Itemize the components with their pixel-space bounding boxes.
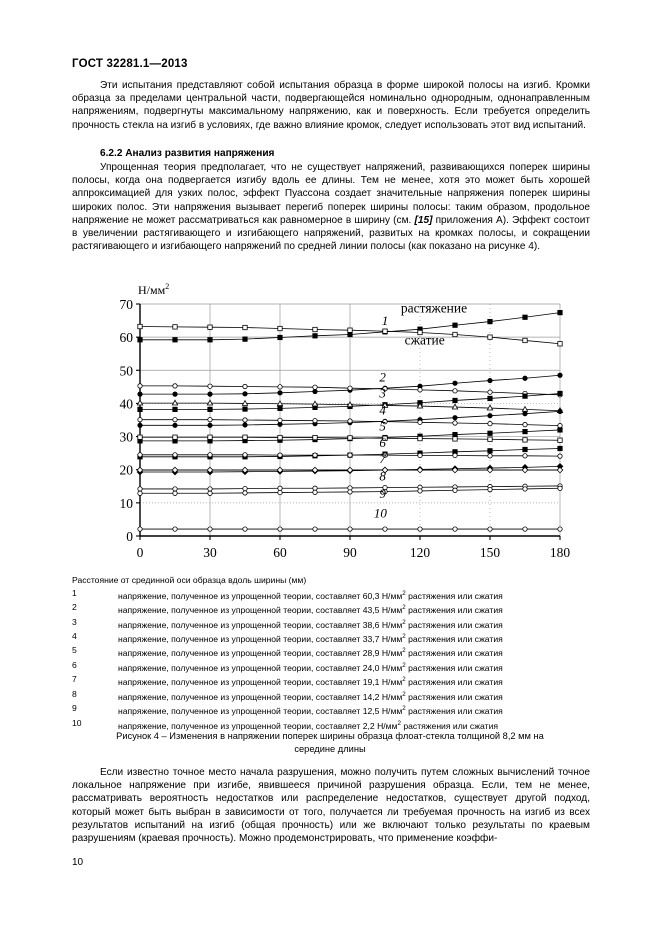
chart-data-point — [453, 432, 457, 436]
theory-text-before-reference: Упрощенная теория предполагает, что не существует напряжений, развивающихся поперек ширины полосы, когда она подвергается изгибу вдоль ее длины. Тем не менее, хотя это может быть хорошей аппроксимацией для узких полос, эффект Пуассона создает значительные напряжения поперек ширины широких полос. Эти напряжения вызывает перегиб поперек ширины полосы: таким образом, продольное напряжение не может рассматриваться как равномерное в ширину (см. — [72, 162, 590, 226]
chart-x-tick-label: 120 — [409, 545, 431, 560]
legend-row-text-tail: растяжения или сжатия — [405, 590, 503, 601]
legend-row-text-main: напряжение, полученное из упрощенной теории, составляет 38,6 Н/мм — [118, 619, 403, 630]
chart-data-point — [453, 332, 457, 336]
chart-series-label-1: 1 — [381, 313, 389, 329]
figure-4 — [72, 278, 590, 574]
chart-data-point — [383, 527, 387, 531]
legend-row-text-tail: растяжения или сжатия — [405, 619, 503, 630]
legend-row-text — [118, 660, 590, 674]
legend-row-number: 9 — [72, 703, 77, 714]
legend-row-text — [118, 674, 590, 688]
chart-data-point — [208, 435, 212, 439]
chart-data-point — [173, 392, 177, 396]
chart-data-point — [488, 390, 492, 394]
chart-series-label-4: 4 — [379, 402, 386, 418]
chart-data-point — [558, 454, 562, 458]
section-heading-block — [72, 147, 590, 160]
chart-data-point — [278, 326, 282, 330]
legend-row-unit-exponent: 2 — [402, 705, 406, 713]
legend-row-unit-exponent: 2 — [402, 604, 406, 612]
chart-data-point — [243, 384, 247, 388]
legend-row — [72, 645, 590, 659]
chart-data-point — [137, 400, 142, 405]
chart-data-point — [523, 412, 527, 416]
chart-data-point — [278, 335, 282, 339]
chart-data-point — [243, 486, 247, 490]
chart-data-point — [138, 491, 142, 495]
legend-row-number: 8 — [72, 688, 77, 699]
chart-data-point — [278, 453, 282, 457]
chart-data-point — [488, 487, 492, 491]
chart-data-point — [173, 491, 177, 495]
legend-row — [72, 631, 590, 645]
chart-data-point — [348, 490, 352, 494]
legend-row-text-tail: растяжения или сжатия — [405, 604, 503, 615]
chart-data-point — [173, 527, 177, 531]
legend-row-unit-exponent: 2 — [402, 661, 406, 669]
closing-paragraph — [72, 766, 590, 845]
chart-data-point — [348, 328, 352, 332]
legend-row-text-tail: растяжения или сжатия — [405, 691, 503, 702]
chart-series-label-7: 7 — [379, 451, 386, 467]
chart-data-point — [558, 409, 562, 413]
chart-data-point — [453, 421, 457, 425]
chart-data-point — [138, 453, 142, 457]
legend-row-text-tail: растяжения или сжатия — [405, 648, 503, 659]
chart-data-point — [488, 396, 492, 400]
legend-row-unit-exponent: 2 — [397, 719, 401, 727]
chart-data-point — [173, 338, 177, 342]
chart-series — [138, 453, 562, 459]
chart-annotation: сжатие — [404, 332, 445, 348]
legend-row — [72, 617, 590, 631]
legend-row-number: 6 — [72, 659, 77, 670]
chart-data-point — [208, 423, 212, 427]
chart-data-point — [243, 453, 247, 457]
chart-data-point — [138, 417, 142, 421]
legend-row-text — [118, 631, 590, 645]
chart-series-label-6: 6 — [379, 434, 386, 450]
chart-data-point — [453, 453, 457, 457]
chart-data-point — [243, 392, 247, 396]
chart-data-point — [138, 423, 142, 427]
chart-data-point — [558, 527, 562, 531]
chart-data-point — [523, 315, 527, 319]
chart-data-point — [488, 431, 492, 435]
chart-data-point — [348, 453, 352, 457]
chart-data-point — [138, 527, 142, 531]
chart-data-point — [488, 319, 492, 323]
chart-data-point — [278, 418, 282, 422]
chart-data-point — [208, 491, 212, 495]
chart-data-point — [523, 394, 527, 398]
legend-row-text-tail: растяжения или сжатия — [405, 633, 503, 644]
chart-data-point — [278, 435, 282, 439]
chart-x-tick-label: 30 — [203, 545, 217, 560]
legend-axis-caption: Расстояние от срединной оси образца вдоль ширины (мм) — [72, 575, 307, 585]
chart-data-point — [418, 489, 422, 493]
chart-annotation: растяжение — [400, 300, 468, 316]
y-axis-title-exponent: 2 — [165, 282, 170, 291]
legend-row — [72, 689, 590, 703]
chart-data-point — [313, 385, 317, 389]
chart-data-point — [208, 384, 212, 388]
chart-series-label-8: 8 — [379, 468, 386, 484]
chart-data-point — [488, 454, 492, 458]
chart-data-point — [523, 429, 527, 433]
chart-data-point — [138, 392, 142, 396]
chart-y-tick-label: 0 — [126, 529, 133, 544]
legend-row — [72, 660, 590, 674]
legend-row-unit-exponent: 2 — [402, 690, 406, 698]
legend-row-text-tail: растяжения или сжатия — [400, 720, 499, 731]
legend-row — [72, 602, 590, 616]
chart-data-point — [313, 490, 317, 494]
chart-data-point — [173, 417, 177, 421]
closing-paragraph-text: Если известно точное место начала разрушения, можно получить путем сложных вычислений точное локальное напряжение при изгибе, явившееся причиной разрушения образца. Если, тем не менее, рассматривать вероятность недостатков или распределение недостатков, существует другой подход, который может быть выбран в зависимости от того, получается ли требуемая прочность на изгиб из всех результатов испытаний на изгиб (общая прочность) или же включают только результаты по краевым разрушениям (краевая прочность). Можно продемонстрировать, что применение коэффи- — [72, 767, 590, 845]
chart-data-point — [558, 423, 562, 427]
chart-data-point — [243, 423, 247, 427]
chart-data-point — [313, 527, 317, 531]
chart-data-point — [557, 467, 563, 473]
theory-paragraph-text — [72, 161, 590, 253]
legend-row-text — [118, 645, 590, 659]
chart-data-point — [208, 407, 212, 411]
chart-series-label-2: 2 — [379, 369, 386, 385]
chart-data-point — [138, 407, 142, 411]
chart-data-point — [348, 527, 352, 531]
chart-data-point — [488, 335, 492, 339]
chart-data-point — [523, 376, 527, 380]
chart-data-point — [488, 449, 492, 453]
chart-data-point — [558, 373, 562, 377]
chart-series-label-3: 3 — [379, 385, 386, 401]
chart-data-point — [523, 422, 527, 426]
chart-x-tick-label: 90 — [343, 545, 357, 560]
chart-data-point — [138, 338, 142, 342]
chart-data-point — [243, 407, 247, 411]
chart-data-point — [208, 453, 212, 457]
chart-data-point — [243, 418, 247, 422]
legend-row-text-main: напряжение, полученное из упрощенной теории, составляет 14,2 Н/мм — [118, 691, 403, 702]
page-number: 10 — [72, 857, 84, 868]
chart-series-label-5: 5 — [379, 418, 386, 434]
chart-data-point — [453, 381, 457, 385]
chart-y-tick-label: 40 — [119, 396, 133, 412]
chart-data-point — [313, 327, 317, 331]
chart-data-point — [418, 436, 422, 440]
chart-data-point — [488, 413, 492, 417]
chart-data-point — [523, 454, 527, 458]
legend-row-number: 1 — [72, 587, 77, 598]
chart-data-point — [453, 398, 457, 402]
legend-row-text-main: напряжение, полученное из упрощенной теории, составляет 19,1 Н/мм — [118, 677, 403, 688]
chart-series-label-9: 9 — [379, 486, 386, 502]
chart-data-point — [453, 415, 457, 419]
chart-data-point — [173, 407, 177, 411]
chart-x-tick-label: 60 — [273, 545, 287, 560]
figure-legend — [72, 575, 590, 732]
legend-row-unit-exponent: 2 — [402, 632, 406, 640]
chart-data-point — [208, 527, 212, 531]
chart-data-point — [313, 389, 317, 393]
section-heading: 6.2.2 Анализ развития напряжения — [100, 148, 275, 159]
chart-data-point — [207, 400, 212, 405]
legend-row-unit-exponent: 2 — [402, 647, 406, 655]
figure-caption: Рисунок 4 – Изменения в напряжении поперек ширины образца флоат-стекла толщиной 8,2 мм на середине длины — [116, 731, 544, 754]
chart-data-point — [558, 446, 562, 450]
legend-row-number: 7 — [72, 674, 77, 685]
chart-x-tick-label: 150 — [479, 545, 501, 560]
legend-rows-container — [72, 588, 590, 733]
chart-y-tick-label: 10 — [119, 495, 133, 511]
legend-row — [72, 703, 590, 717]
legend-row-text — [118, 617, 590, 631]
chart-data-point — [173, 435, 177, 439]
chart-data-point — [453, 437, 457, 441]
chart-data-point — [488, 421, 492, 425]
chart-data-point — [558, 438, 562, 442]
chart-data-point — [208, 417, 212, 421]
chart-data-point — [278, 490, 282, 494]
chart-data-point — [313, 435, 317, 439]
legend-row-text — [118, 602, 590, 616]
chart-series — [138, 527, 562, 531]
chart-data-point — [313, 418, 317, 422]
chart-data-point — [173, 325, 177, 329]
bibliography-reference[interactable]: [15] — [414, 214, 433, 226]
intro-paragraph-text: Эти испытания представляют собой испытания образца в форме широкой полосы на изгиб. Кромки образца за пределами центральной части, подвергающейся номинально однородным, однонаправленным напряжениям, подвергнуты максимальному напряжению, как и поверхность. Если требуется определить прочность стекла на изгиб в условиях, где важно влияние кромок, следует использовать этот вид испытаний. — [72, 80, 590, 131]
chart-data-point — [488, 437, 492, 441]
legend-row-number: 4 — [72, 630, 77, 641]
chart-data-point — [243, 325, 247, 329]
chart-svg-canvas — [102, 296, 572, 574]
theory-paragraph — [72, 161, 590, 253]
chart-data-point — [558, 342, 562, 346]
legend-row-text-tail: растяжения или сжатия — [405, 662, 503, 673]
chart-data-point — [208, 487, 212, 491]
chart-data-point — [278, 527, 282, 531]
chart-data-point — [313, 453, 317, 457]
chart-data-point — [348, 386, 352, 390]
chart-data-point — [243, 435, 247, 439]
legend-row-text — [118, 689, 590, 703]
legend-row-text-main: напряжение, полученное из упрощенной теории, составляет 60,3 Н/мм — [118, 590, 403, 601]
chart-data-point — [487, 405, 492, 410]
document-header-standard-id: ГОСТ 32281.1—2013 — [72, 58, 188, 70]
chart-data-point — [418, 420, 422, 424]
chart-data-point — [278, 406, 282, 410]
legend-row-unit-exponent: 2 — [402, 618, 406, 626]
chart-data-point — [138, 324, 142, 328]
chart-x-tick-label: 0 — [136, 545, 144, 560]
chart-data-point — [138, 487, 142, 491]
chart-data-point — [172, 400, 177, 405]
chart-data-point — [558, 391, 562, 395]
chart-data-point — [558, 486, 562, 490]
chart-data-point — [173, 384, 177, 388]
chart-data-point — [138, 435, 142, 439]
chart-data-point — [242, 401, 247, 406]
chart-data-point — [278, 391, 282, 395]
chart-data-point — [488, 378, 492, 382]
chart-data-point — [138, 384, 142, 388]
chart-data-point — [418, 388, 422, 392]
legend-row-text-main: напряжение, полученное из упрощенной теории, составляет 33,7 Н/мм — [118, 633, 403, 644]
legend-row-unit-exponent: 2 — [402, 676, 406, 684]
chart-data-point — [453, 389, 457, 393]
legend-row-text-main: напряжение, полученное из упрощенной теории, составляет 2,2 Н/мм — [118, 720, 398, 731]
legend-row-text-main: напряжение, полученное из упрощенной теории, составляет 28,9 Н/мм — [118, 648, 403, 659]
chart-data-point — [418, 527, 422, 531]
chart-data-point — [243, 527, 247, 531]
intro-paragraph — [72, 79, 590, 132]
chart-y-tick-label: 60 — [119, 330, 133, 346]
chart-y-tick-label: 70 — [119, 297, 133, 312]
chart-data-point — [523, 438, 527, 442]
chart-data-point — [313, 334, 317, 338]
chart-data-point — [523, 487, 527, 491]
chart-data-point — [312, 401, 317, 406]
chart-data-point — [243, 337, 247, 341]
chart-y-tick-label: 30 — [119, 429, 133, 445]
chart-data-point — [383, 329, 387, 333]
legend-row-text-main: напряжение, полученное из упрощенной теории, составляет 43,5 Н/мм — [118, 604, 403, 615]
legend-row — [72, 588, 590, 602]
stress-distribution-chart — [102, 282, 572, 574]
chart-data-point — [173, 453, 177, 457]
legend-row-text-main: напряжение, полученное из упрощенной теории, составляет 24,0 Н/мм — [118, 662, 403, 673]
legend-row-number: 10 — [72, 717, 82, 728]
legend-row-text-tail: растяжения или сжатия — [405, 677, 503, 688]
chart-data-point — [523, 338, 527, 342]
chart-data-point — [348, 419, 352, 423]
y-axis-title-text: Н/мм — [138, 283, 166, 297]
legend-row-text-main: напряжение, полученное из упрощенной теории, составляет 12,5 Н/мм — [118, 706, 403, 717]
legend-row-text — [118, 703, 590, 717]
chart-data-point — [523, 527, 527, 531]
chart-data-point — [453, 527, 457, 531]
chart-y-tick-label: 20 — [119, 462, 133, 478]
chart-data-point — [243, 491, 247, 495]
chart-data-point — [278, 385, 282, 389]
legend-row-number: 5 — [72, 645, 77, 656]
chart-data-point — [523, 447, 527, 451]
chart-series-label-10: 10 — [373, 505, 387, 521]
chart-data-point — [208, 338, 212, 342]
legend-row-number: 2 — [72, 602, 77, 613]
chart-data-point — [558, 310, 562, 314]
legend-row — [72, 674, 590, 688]
chart-data-point — [173, 423, 177, 427]
chart-y-tick-label: 50 — [119, 363, 133, 379]
chart-x-tick-label: 180 — [549, 545, 571, 560]
chart-data-point — [278, 486, 282, 490]
chart-axes — [120, 297, 571, 560]
chart-data-point — [348, 436, 352, 440]
chart-data-point — [558, 428, 562, 432]
legend-row-text-tail: растяжения или сжатия — [405, 706, 503, 717]
legend-row-number: 3 — [72, 616, 77, 627]
theory-text-after-reference: приложения А). Эффект состоит в увеличении растягивающего и изгибающего напряжений, развитых на кромках полосы, и сокращении растягивающего и изгибающего напряжений по средней линии полосы (как показано на рисунке 4). — [72, 214, 591, 253]
chart-data-point — [208, 392, 212, 396]
chart-data-point — [173, 487, 177, 491]
chart-data-point — [453, 488, 457, 492]
chart-data-point — [348, 332, 352, 336]
chart-data-point — [452, 404, 457, 409]
chart-data-point — [418, 453, 422, 457]
chart-data-point — [453, 323, 457, 327]
legend-row-unit-exponent: 2 — [402, 589, 406, 597]
chart-data-point — [488, 527, 492, 531]
chart-data-point — [208, 325, 212, 329]
legend-row-text — [118, 588, 590, 602]
